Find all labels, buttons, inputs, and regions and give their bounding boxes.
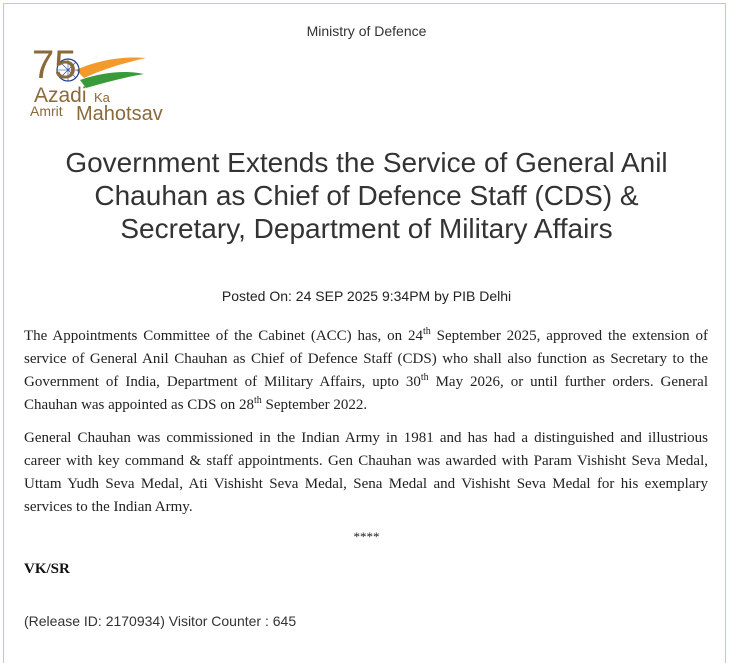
superscript: th: [253, 395, 262, 406]
posted-on-line: Posted On: 24 SEP 2025 9:34PM by PIB Delhi: [221, 288, 512, 304]
superscript: th: [423, 326, 431, 337]
separator: ****: [353, 529, 380, 544]
signature-initials: VK/SR: [24, 561, 70, 577]
paragraph-appointment: [24, 325, 708, 417]
logo-word-amrit: Amrit: [30, 103, 63, 119]
logo-word-azadi: Azadi: [34, 84, 87, 107]
azadi-ka-amrit-mahotsav-logo: [28, 40, 178, 126]
logo-word-mahotsav: Mahotsav: [76, 103, 163, 125]
paragraph-text: The Appointments Committee of the Cabinet (ACC) has, on 24: [24, 328, 424, 344]
paragraph-text: May 2026, or until further orders. General Chauhan was appointed as CDS on 28: [24, 374, 708, 413]
ministry-name: Ministry of Defence: [306, 23, 427, 39]
logo-word-ka: Ka: [94, 90, 110, 105]
paragraph-text: September 2022.: [261, 397, 368, 413]
paragraph-text: September 2025, approved the extension of service of General Anil Chauhan as Chief of Defence Staff (CDS) who shall also function as Secretary to the Government of India, Department of Military Affairs, upto 30: [24, 328, 709, 390]
logo-graphic: [28, 40, 178, 126]
paragraph-career: General Chauhan was commissioned in the Indian Army in 1981 and has had a distinguished and illustrious career with key command & staff appointments. Gen Chauhan was awarded with Param Vishisht Seva Medal, Uttam Yudh Seva Medal, Ati Vishisht Seva Medal, Sena Medal and Vishisht Seva Medal for his exemplary services to the Indian Army.: [24, 430, 708, 515]
logo-number: 75: [32, 43, 77, 87]
release-id: (Release ID: 2170934) Visitor Counter : 645: [24, 613, 297, 629]
page-title: Government Extends the Service of General Anil Chauhan as Chief of Defence Staff (CDS) & Secretary, Department of Military Affairs: [65, 147, 668, 244]
superscript: th: [420, 372, 429, 383]
